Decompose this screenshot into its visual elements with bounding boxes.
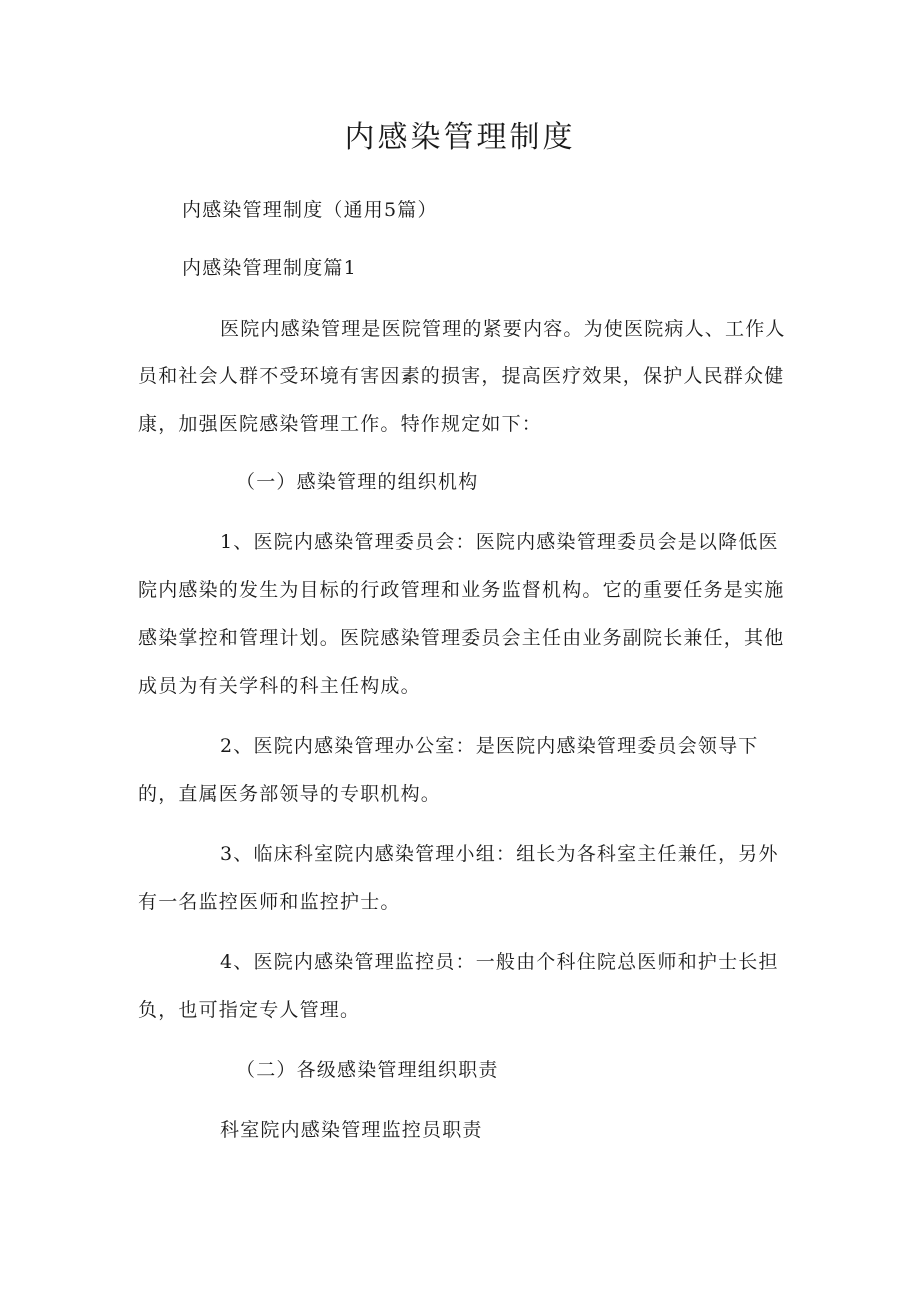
part2-heading: （二）各级感染管理组织职责 xyxy=(236,1059,499,1081)
document-subtitle: 内感染管理制度（通用5篇） xyxy=(182,199,438,221)
item3-line-1: 3、临床科室院内感染管理小组：组长为各科室主任兼任，另外 xyxy=(220,843,779,865)
item4-line-2: 负，也可指定专人管理。 xyxy=(138,999,361,1021)
item1-line-3: 感染掌控和管理计划。医院感染管理委员会主任由业务副院长兼任，其他 xyxy=(138,627,785,649)
intro-line-1: 医院内感染管理是医院管理的紧要内容。为使医院病人、工作人 xyxy=(220,318,786,340)
duties-heading: 科室院内感染管理监控员职责 xyxy=(220,1119,483,1141)
document-title: 内感染管理制度 xyxy=(344,120,576,155)
part1-heading: （一）感染管理的组织机构 xyxy=(236,471,479,493)
item1-line-1: 1、医院内感染管理委员会：医院内感染管理委员会是以降低医 xyxy=(220,531,779,553)
section-heading: 内感染管理制度篇1 xyxy=(182,257,357,279)
intro-line-3: 康，加强医院感染管理工作。特作规定如下： xyxy=(138,413,543,435)
item3-line-2: 有一名监控医师和监控护士。 xyxy=(138,891,401,913)
item1-line-2: 院内感染的发生为目标的行政管理和业务监督机构。它的重要任务是实施 xyxy=(138,579,785,601)
item4-line-1: 4、医院内感染管理监控员：一般由个科住院总医师和护士长担 xyxy=(220,951,779,973)
item1-line-4: 成员为有关学科的科主任构成。 xyxy=(138,675,421,697)
item2-line-1: 2、医院内感染管理办公室：是医院内感染管理委员会领导下 xyxy=(220,735,759,757)
item2-line-2: 的，直属医务部领导的专职机构。 xyxy=(138,783,442,805)
intro-line-2: 员和社会人群不受环境有害因素的损害，提高医疗效果，保护人民群众健 xyxy=(138,365,785,387)
